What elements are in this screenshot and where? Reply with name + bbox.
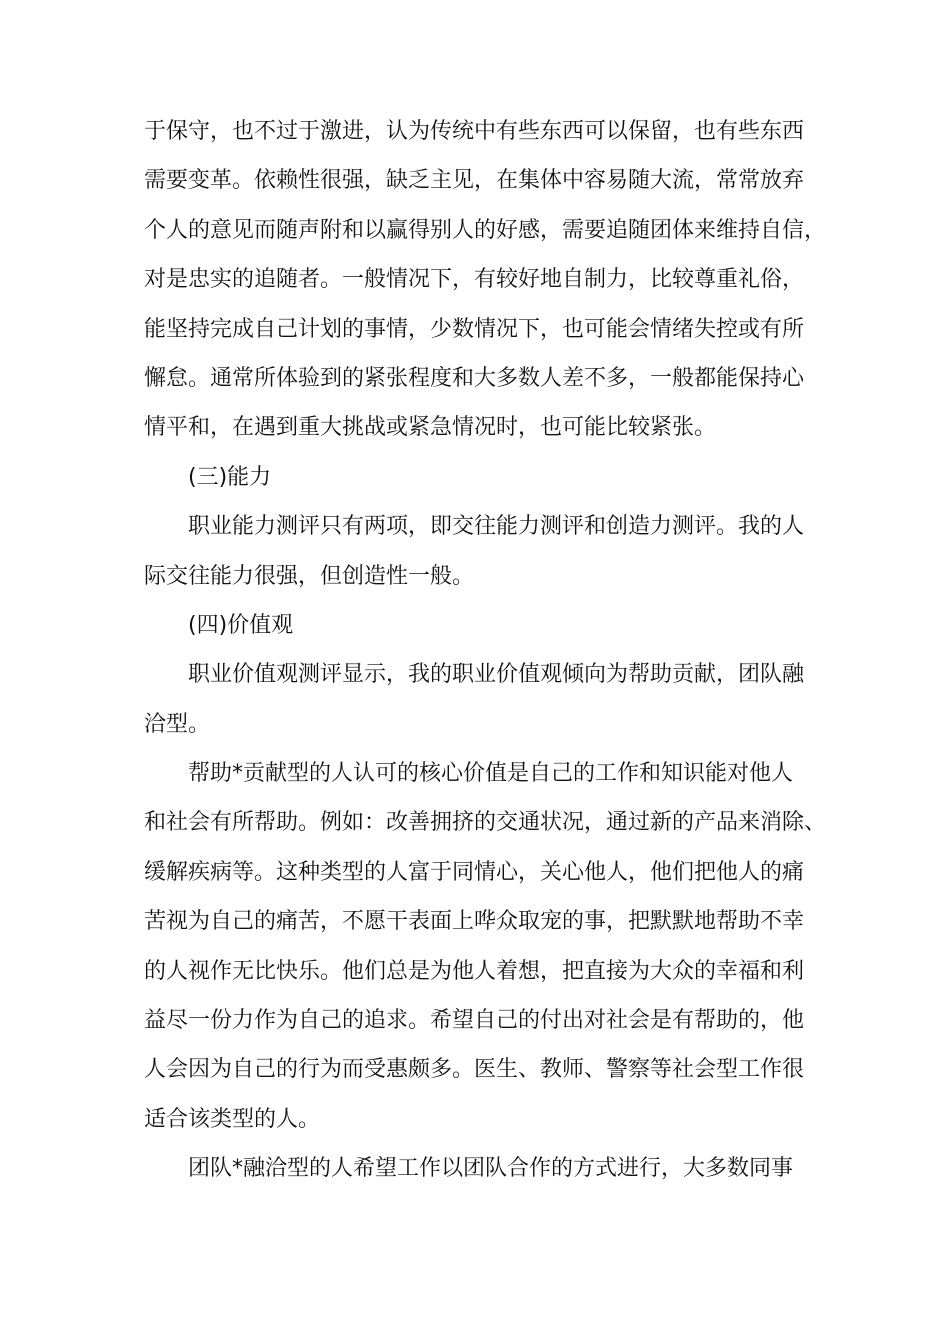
text-line: 帮助*贡献型的人认可的核心价值是自己的工作和知识能对他人	[188, 761, 794, 787]
text-line: 职业能力测评只有两项，即交往能力测评和创造力测评。我的人	[188, 514, 805, 540]
section-heading: (四)价值观	[188, 612, 294, 638]
text-line: 职业价值观测评显示，我的职业价值观倾向为帮助贡献，团队融	[188, 662, 805, 688]
text-line: 和社会有所帮助。例如：改善拥挤的交通状况，通过新的产品来消除、	[144, 810, 827, 836]
text-line: 于保守，也不过于激进，认为传统中有些东西可以保留，也有些东西	[144, 119, 805, 144]
text-line: 适合该类型的人。	[144, 1106, 321, 1132]
text-line: 人会因为自己的行为而受惠颇多。医生、教师、警察等社会型工作很	[144, 1057, 805, 1083]
text-line: 懈怠。通常所体验到的紧张程度和大多数人差不多，一般都能保持心	[144, 365, 805, 391]
text-line: 苦视为自己的痛苦，不愿干表面上哗众取宠的事，把默默地帮助不幸	[144, 909, 805, 935]
text-line: 团队*融洽型的人希望工作以团队合作的方式进行，大多数同事	[188, 1156, 794, 1182]
text-line: 能坚持完成自己计划的事情，少数情况下，也可能会情绪失控或有所	[144, 316, 805, 342]
text-line: 际交往能力很强，但创造性一般。	[144, 563, 475, 589]
text-line: 益尽一份力作为自己的追求。希望自己的付出对社会是有帮助的，他	[144, 1008, 805, 1034]
document-page	[144, 107, 827, 1194]
text-line: 个人的意见而随声附和以赢得别人的好感，需要追随团体来维持自信，	[144, 217, 827, 243]
text-line: 对是忠实的追随者。一般情况下，有较好地自制力，比较尊重礼俗，	[144, 267, 805, 293]
text-line: 需要变革。依赖性很强，缺乏主见，在集体中容易随大流，常常放弃	[144, 168, 805, 194]
text-line: 缓解疾病等。这种类型的人富于同情心，关心他人，他们把他人的痛	[144, 859, 805, 885]
text-line: 的人视作无比快乐。他们总是为他人着想，把直接为大众的幸福和利	[144, 958, 805, 984]
section-heading: (三)能力	[188, 464, 272, 490]
text-line: 情平和，在遇到重大挑战或紧急情况时，也可能比较紧张。	[144, 415, 717, 441]
text-line: 洽型。	[144, 711, 211, 737]
